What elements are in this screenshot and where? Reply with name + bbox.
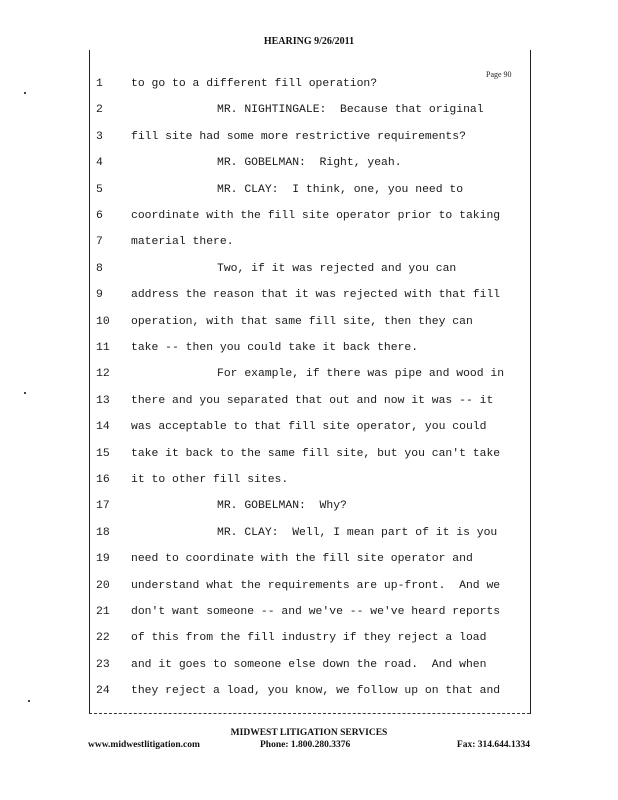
line-text: coordinate with the fill site operator prior to taking: [131, 210, 501, 222]
line-text: it to other fill sites.: [131, 474, 289, 486]
transcript-line: [0, 527, 618, 553]
line-number: 8: [96, 262, 103, 275]
line-number: 5: [96, 183, 103, 196]
transcript-line: [0, 316, 618, 342]
transcript-line: [0, 606, 618, 632]
line-text: need to coordinate with the fill site operator and: [131, 553, 473, 566]
line-number: 10: [96, 315, 110, 328]
transcript-line: [0, 553, 618, 579]
line-text: and it goes to someone else down the road. And when: [131, 658, 487, 671]
line-number: 12: [96, 368, 110, 381]
line-text: they reject a load, you know, we follow up on that and: [131, 685, 501, 698]
line-text: understand what the requirements are up-front. And we: [131, 579, 501, 592]
transcript-line: [0, 131, 618, 157]
line-text: For example, if there was pipe and wood in: [217, 368, 505, 381]
footer-company: MIDWEST LITIGATION SERVICES: [230, 728, 388, 738]
transcript-line: [0, 78, 618, 104]
transcript-line: [0, 421, 618, 447]
line-text: material there.: [131, 236, 234, 249]
line-number: 24: [96, 685, 110, 698]
transcript-line: [0, 289, 618, 315]
footer-fax: Fax: 314.644.1334: [456, 740, 530, 750]
transcript-line: [0, 500, 618, 526]
line-number: 22: [96, 632, 110, 645]
line-number: 19: [96, 553, 110, 566]
line-number: 13: [96, 394, 110, 407]
line-text: don't want someone -- and we've -- we've heard reports: [131, 606, 501, 618]
page-number: Page 90: [486, 70, 512, 79]
transcript-line: [0, 448, 618, 474]
footer-website: www.midwestlitigation.com: [88, 740, 200, 750]
line-number: 6: [96, 210, 103, 222]
line-number: 9: [96, 289, 103, 302]
line-text: MR. NIGHTINGALE: Because that original: [217, 104, 484, 117]
transcript-frame-bottom: [89, 713, 530, 714]
line-number: 11: [96, 342, 110, 354]
line-number: 15: [96, 447, 110, 460]
footer-contact: [88, 740, 530, 754]
line-text: MR. CLAY: I think, one, you need to: [217, 183, 464, 196]
line-number: 1: [96, 78, 103, 90]
transcript-line: [0, 632, 618, 658]
line-text: MR. CLAY: Well, I mean part of it is you: [217, 526, 498, 539]
transcript-line: [0, 368, 618, 394]
line-number: 3: [96, 130, 103, 143]
transcript-line: [0, 580, 618, 606]
line-number: 21: [96, 606, 110, 618]
scan-speck: [24, 392, 26, 394]
line-text: MR. GOBELMAN: Right, yeah.: [217, 157, 402, 170]
line-text: was acceptable to that fill site operator, you could: [131, 421, 487, 434]
scan-speck: [24, 92, 26, 94]
line-number: 2: [96, 104, 103, 117]
page-header: HEARING 9/26/2011: [263, 36, 355, 47]
transcript-line: [0, 184, 618, 210]
line-text: address the reason that it was rejected with that fill: [131, 289, 501, 302]
transcript-line: [0, 157, 618, 183]
line-text: MR. GOBELMAN: Why?: [217, 500, 347, 513]
transcript-line: [0, 263, 618, 289]
line-number: 7: [96, 236, 103, 249]
line-number: 23: [96, 658, 110, 671]
transcript-line: [0, 236, 618, 262]
line-text: take -- then you could take it back there.: [131, 342, 419, 354]
transcript-line: [0, 342, 618, 368]
scan-speck: [28, 700, 30, 702]
line-number: 16: [96, 474, 110, 486]
line-number: 4: [96, 157, 103, 170]
transcript-line: [0, 104, 618, 130]
transcript-line: [0, 474, 618, 500]
transcript-line: [0, 685, 618, 711]
line-number: 17: [96, 500, 110, 513]
line-text: of this from the fill industry if they reject a load: [131, 632, 487, 645]
line-number: 18: [96, 526, 110, 539]
line-text: there and you separated that out and now it was -- it: [131, 394, 494, 407]
line-text: operation, with that same fill site, then they can: [131, 315, 473, 328]
transcript-line: [0, 210, 618, 236]
transcript-line: [0, 395, 618, 421]
line-text: take it back to the same fill site, but you can't take: [131, 447, 501, 460]
line-number: 14: [96, 421, 110, 434]
line-text: Two, if it was rejected and you can: [217, 262, 457, 275]
line-number: 20: [96, 579, 110, 592]
line-text: fill site had some more restrictive requirements?: [131, 130, 466, 143]
footer-phone: Phone: 1.800.280.3376: [260, 740, 351, 750]
line-text: to go to a different fill operation?: [131, 78, 378, 90]
transcript-line: [0, 659, 618, 685]
